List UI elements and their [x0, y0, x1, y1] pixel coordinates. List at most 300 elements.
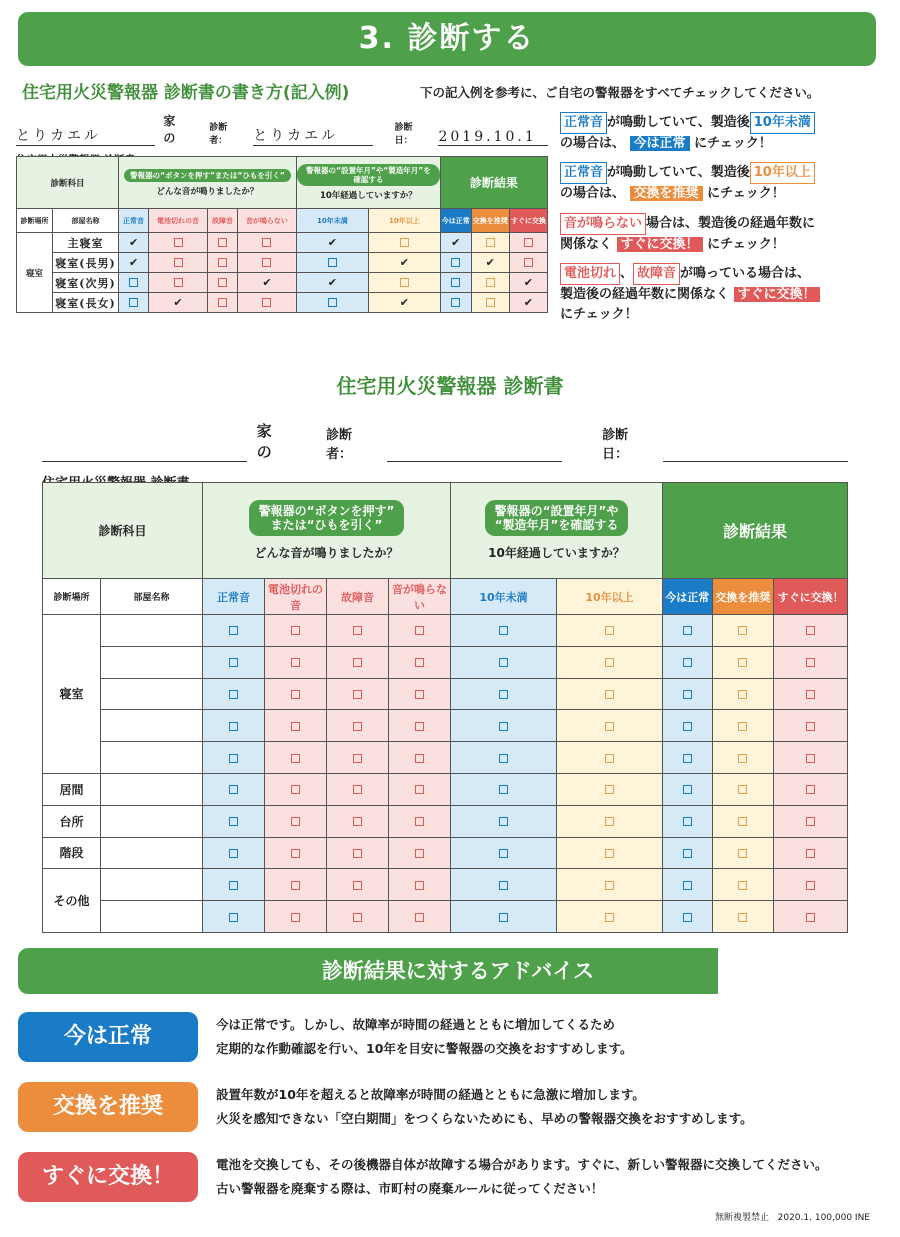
check-cell: [389, 646, 451, 678]
checkbox-icon: [400, 238, 409, 247]
checkbox-icon: [174, 238, 183, 247]
checkbox[interactable]: [353, 817, 362, 826]
check-cell: [663, 742, 713, 774]
place-cell: 台所: [43, 805, 101, 837]
example-col-subject: 診断科目: [17, 157, 119, 209]
table-row: [43, 615, 848, 647]
form-h-over10: 10年以上: [557, 579, 663, 615]
checkbox-icon: [486, 278, 495, 287]
example-h-battery: 電池切れの音: [149, 209, 208, 233]
form-q2: 警報器の“設置年月”や “製造年月”を確認する 10年経過していますか？: [451, 483, 663, 579]
example-checked-box: [119, 253, 149, 273]
advice-rec-line1: 設置年数が10年を超えると故障率が時間の経過とともに急激に増加します。: [216, 1087, 645, 1103]
checkbox[interactable]: [683, 626, 692, 635]
example-empty-box: [149, 233, 208, 253]
check-cell: [327, 742, 389, 774]
checkbox-icon: [451, 278, 460, 287]
advice-ok-line2: 定期的な作動確認を行い、10年を目安に警報器の交換をおすすめします。: [216, 1041, 633, 1056]
example-row: [17, 293, 548, 313]
checkbox[interactable]: [738, 690, 747, 699]
example-h-normal: 正常音: [119, 209, 149, 233]
diagnoser-field[interactable]: [387, 444, 562, 462]
checkbox[interactable]: [806, 849, 815, 858]
check-cell: [557, 773, 663, 805]
check-cell: [203, 678, 265, 710]
checkbox[interactable]: [605, 690, 614, 699]
advice-ok: [18, 1012, 878, 1062]
example-h-place: 診断場所: [17, 209, 53, 233]
room-name-field[interactable]: [101, 805, 203, 837]
check-mark-icon: ✔: [399, 296, 409, 309]
check-cell: [203, 773, 265, 805]
example-row: [17, 233, 548, 253]
example-empty-box: [149, 273, 208, 293]
footer-print: 2020.1. 100,000 INE: [777, 1213, 870, 1223]
check-cell: [203, 901, 265, 933]
example-checked-box: [509, 273, 547, 293]
checkbox[interactable]: [806, 722, 815, 731]
legend-item-ok: 正常音 が鳴動していて、製造後 10年未満 の場合は、 今は正常 にチェック！: [560, 112, 890, 154]
check-cell: [557, 710, 663, 742]
checkbox[interactable]: [683, 785, 692, 794]
example-legend: [560, 112, 890, 333]
checkbox[interactable]: [683, 754, 692, 763]
check-cell: [663, 901, 713, 933]
example-checked-box: [149, 293, 208, 313]
checkbox[interactable]: [353, 626, 362, 635]
example-empty-box: [296, 253, 368, 273]
advice-rec-line2: 火災を感知できない「空白期間」をつくらないためにも、早めの警報器交換をおすすめします。: [216, 1111, 753, 1126]
checkbox[interactable]: [229, 658, 238, 667]
check-cell: [712, 646, 774, 678]
check-mark-icon: ✔: [399, 256, 409, 269]
check-cell: [327, 773, 389, 805]
example-table: [16, 156, 548, 313]
checkbox[interactable]: [605, 881, 614, 890]
example-checked-box: [471, 253, 509, 273]
form-family-suffix: 家の: [256, 422, 272, 461]
example-date: 2019.10.1: [438, 129, 548, 146]
checkbox[interactable]: [499, 913, 508, 922]
check-cell: [265, 646, 327, 678]
checkbox[interactable]: [291, 690, 300, 699]
example-room-name: 寝室(長女): [53, 293, 119, 313]
form-h-battery: 電池切れの音: [265, 579, 327, 615]
checkbox[interactable]: [738, 658, 747, 667]
example-empty-box: [119, 273, 149, 293]
example-room-name: 寝室(長男): [53, 253, 119, 273]
checkbox[interactable]: [229, 817, 238, 826]
checkbox[interactable]: [499, 626, 508, 635]
checkbox[interactable]: [806, 626, 815, 635]
checkbox[interactable]: [499, 785, 508, 794]
check-cell: [451, 901, 557, 933]
example-date-label: 診断日：: [394, 123, 413, 146]
section-title: 3. 診断する: [18, 12, 876, 66]
check-cell: [265, 773, 327, 805]
form-diagnoser-label: 診断者：: [325, 428, 352, 462]
check-cell: [663, 869, 713, 901]
room-name-field[interactable]: [101, 837, 203, 869]
check-cell: [265, 742, 327, 774]
table-row: [43, 901, 848, 933]
checkbox[interactable]: [605, 817, 614, 826]
checkbox[interactable]: [499, 754, 508, 763]
table-row: [43, 773, 848, 805]
check-cell: [389, 805, 451, 837]
check-cell: [327, 805, 389, 837]
check-cell: [203, 837, 265, 869]
checkbox-icon: [262, 238, 271, 247]
check-cell: [327, 901, 389, 933]
advice-ok-line1: 今は正常です。しかし、故障率が時間の経過とともに増加してくるため: [216, 1017, 616, 1033]
check-cell: [389, 869, 451, 901]
check-cell: [389, 901, 451, 933]
example-family-name: とりカエル: [16, 125, 155, 146]
checkbox[interactable]: [683, 690, 692, 699]
check-cell: [203, 742, 265, 774]
checkbox[interactable]: [229, 881, 238, 890]
checkbox[interactable]: [291, 754, 300, 763]
example-place: 寝室: [17, 233, 53, 313]
check-cell: [203, 615, 265, 647]
check-cell: [389, 837, 451, 869]
checkbox[interactable]: [738, 722, 747, 731]
check-mark-icon: ✔: [485, 256, 495, 269]
checkbox[interactable]: [291, 849, 300, 858]
table-row: [43, 837, 848, 869]
checkbox[interactable]: [738, 626, 747, 635]
example-empty-box: [368, 273, 440, 293]
example-empty-box: [368, 233, 440, 253]
advice-rep-line1: 電池を交換しても、その後機器自体が故障する場合があります。すぐに、新しい警報器に交換してください。: [216, 1157, 828, 1173]
example-h-replace: すぐに交換: [509, 209, 547, 233]
example-checked-box: [296, 273, 368, 293]
check-cell: [774, 678, 848, 710]
room-name-field[interactable]: [101, 710, 203, 742]
check-cell: [712, 710, 774, 742]
example-h-over10: 10年以上: [368, 209, 440, 233]
form-h-place: 診断場所: [43, 579, 101, 615]
check-cell: [557, 742, 663, 774]
advice-recommend-label: 交換を推奨: [18, 1082, 198, 1132]
checkbox[interactable]: [499, 658, 508, 667]
checkbox[interactable]: [229, 754, 238, 763]
checkbox[interactable]: [353, 785, 362, 794]
checkbox[interactable]: [806, 658, 815, 667]
checkbox-icon: [451, 298, 460, 307]
form-heading: 住宅用火災警報器 診断書: [336, 374, 564, 398]
example-empty-box: [149, 253, 208, 273]
check-cell: [389, 678, 451, 710]
check-cell: [327, 710, 389, 742]
example-h-room: 部屋名称: [53, 209, 119, 233]
check-mark-icon: ✔: [523, 296, 533, 309]
example-empty-box: [207, 233, 237, 253]
table-row: [43, 805, 848, 837]
checkbox[interactable]: [806, 690, 815, 699]
checkbox[interactable]: [415, 881, 424, 890]
form-date-label: 診断日：: [602, 428, 629, 462]
date-field[interactable]: [663, 444, 848, 462]
check-cell: [774, 773, 848, 805]
advice-ok-label: 今は正常: [18, 1012, 198, 1062]
checkbox[interactable]: [738, 881, 747, 890]
check-cell: [265, 615, 327, 647]
check-cell: [712, 742, 774, 774]
checkbox[interactable]: [353, 881, 362, 890]
room-name-field[interactable]: [101, 869, 203, 901]
check-cell: [203, 646, 265, 678]
checkbox[interactable]: [605, 754, 614, 763]
checkbox[interactable]: [605, 849, 614, 858]
check-cell: [774, 615, 848, 647]
checkbox[interactable]: [229, 913, 238, 922]
check-cell: [663, 678, 713, 710]
check-cell: [327, 678, 389, 710]
checkbox[interactable]: [683, 913, 692, 922]
check-cell: [451, 742, 557, 774]
place-cell: 階段: [43, 837, 101, 869]
check-cell: [451, 615, 557, 647]
advice-rep-line2: 古い警報器を廃棄する際は、市町村の廃棄ルールに従ってください！: [216, 1181, 604, 1196]
example-empty-box: [207, 293, 237, 313]
legend-item-silent: 音が鳴らない 場合は、製造後の経過年数に 関係なく すぐに交換！ にチェック！: [560, 213, 890, 255]
example-empty-box: [471, 273, 509, 293]
form-h-room: 部屋名称: [101, 579, 203, 615]
check-cell: [327, 615, 389, 647]
example-checked-box: [119, 233, 149, 253]
form-col-subject: 診断科目: [43, 483, 203, 579]
check-mark-icon: ✔: [128, 256, 139, 269]
example-empty-box: [471, 233, 509, 253]
place-cell: その他: [43, 869, 101, 933]
checkbox-icon: [328, 258, 337, 267]
checkbox-icon: [524, 258, 533, 267]
checkbox[interactable]: [738, 754, 747, 763]
checkbox[interactable]: [353, 690, 362, 699]
checkbox[interactable]: [415, 785, 424, 794]
check-cell: [663, 837, 713, 869]
table-row: [43, 869, 848, 901]
checkbox[interactable]: [291, 626, 300, 635]
check-cell: [327, 646, 389, 678]
checkbox[interactable]: [415, 626, 424, 635]
checkbox[interactable]: [291, 785, 300, 794]
checkbox[interactable]: [353, 722, 362, 731]
checkbox[interactable]: [415, 722, 424, 731]
checkbox-icon: [486, 238, 495, 247]
checkbox[interactable]: [291, 881, 300, 890]
checkbox[interactable]: [683, 849, 692, 858]
check-cell: [265, 837, 327, 869]
check-cell: [265, 869, 327, 901]
checkbox[interactable]: [499, 881, 508, 890]
example-empty-box: [296, 293, 368, 313]
form-h-ok: 今は正常: [663, 579, 713, 615]
checkbox[interactable]: [605, 626, 614, 635]
check-cell: [712, 837, 774, 869]
check-cell: [663, 773, 713, 805]
legend-item-battery-fault: 電池切れ 、 故障音 が鳴っている場合は、 製造後の経過年数に関係なく すぐに交換！ にチェック！: [560, 263, 890, 325]
example-empty-box: [440, 273, 471, 293]
place-cell: 居間: [43, 773, 101, 805]
example-room-name: 主寝室: [53, 233, 119, 253]
checkbox[interactable]: [415, 913, 424, 922]
check-cell: [451, 869, 557, 901]
checkbox-icon: [524, 238, 533, 247]
check-cell: [663, 615, 713, 647]
checkbox[interactable]: [605, 658, 614, 667]
checkbox[interactable]: [353, 913, 362, 922]
advice-replace: [18, 1152, 878, 1202]
checkbox[interactable]: [738, 785, 747, 794]
footer: [715, 1210, 870, 1223]
checkbox[interactable]: [683, 817, 692, 826]
checkbox[interactable]: [415, 754, 424, 763]
room-name-field[interactable]: [101, 773, 203, 805]
check-cell: [557, 646, 663, 678]
check-cell: [265, 678, 327, 710]
example-checked-box: [509, 293, 547, 313]
diagnosis-table: [42, 482, 848, 933]
check-cell: [774, 742, 848, 774]
checkbox[interactable]: [229, 849, 238, 858]
check-cell: [712, 901, 774, 933]
check-cell: [265, 710, 327, 742]
check-cell: [774, 869, 848, 901]
check-mark-icon: ✔: [262, 276, 272, 289]
room-name-field[interactable]: [101, 901, 203, 933]
example-checked-box: [296, 233, 368, 253]
room-name-field[interactable]: [101, 678, 203, 710]
check-cell: [203, 805, 265, 837]
example-instruction: 下の記入例を参考に、ご自宅の警報器をすべてチェックしてください。: [420, 85, 820, 100]
form-header: [42, 420, 848, 491]
checkbox[interactable]: [499, 690, 508, 699]
checkbox[interactable]: [738, 913, 747, 922]
form-h-recommend: 交換を推奨: [712, 579, 774, 615]
table-row: [43, 678, 848, 710]
footer-notice: 無断複製禁止: [715, 1213, 770, 1223]
checkbox[interactable]: [229, 690, 238, 699]
checkbox[interactable]: [291, 817, 300, 826]
checkbox[interactable]: [415, 817, 424, 826]
check-cell: [451, 837, 557, 869]
room-name-field[interactable]: [101, 615, 203, 647]
checkbox[interactable]: [229, 785, 238, 794]
example-diagnoser: とりカエル: [253, 125, 372, 146]
checkbox-icon: [400, 278, 409, 287]
checkbox-icon: [129, 278, 138, 287]
check-mark-icon: ✔: [451, 236, 461, 249]
checkbox-icon: [174, 278, 183, 287]
checkbox[interactable]: [291, 722, 300, 731]
checkbox[interactable]: [738, 817, 747, 826]
checkbox[interactable]: [229, 626, 238, 635]
example-empty-box: [238, 233, 297, 253]
example-checked-box: [238, 273, 297, 293]
checkbox[interactable]: [229, 722, 238, 731]
advice-heading: 診断結果に対するアドバイス: [18, 948, 718, 994]
check-cell: [327, 869, 389, 901]
checkbox-icon: [218, 298, 227, 307]
check-cell: [265, 901, 327, 933]
check-cell: [265, 805, 327, 837]
checkbox[interactable]: [683, 881, 692, 890]
checkbox[interactable]: [683, 722, 692, 731]
checkbox[interactable]: [683, 658, 692, 667]
checkbox[interactable]: [806, 817, 815, 826]
check-cell: [712, 805, 774, 837]
check-cell: [451, 646, 557, 678]
example-checked-box: [368, 253, 440, 273]
checkbox[interactable]: [499, 849, 508, 858]
checkbox[interactable]: [806, 881, 815, 890]
check-cell: [774, 837, 848, 869]
checkbox[interactable]: [605, 785, 614, 794]
example-h-under10: 10年未満: [296, 209, 368, 233]
checkbox[interactable]: [415, 849, 424, 858]
example-checked-box: [440, 233, 471, 253]
checkbox[interactable]: [291, 913, 300, 922]
check-cell: [557, 805, 663, 837]
check-cell: [389, 615, 451, 647]
check-cell: [712, 869, 774, 901]
check-mark-icon: ✔: [327, 236, 337, 249]
checkbox[interactable]: [738, 849, 747, 858]
checkbox[interactable]: [353, 849, 362, 858]
checkbox[interactable]: [415, 690, 424, 699]
form-result: 診断結果: [663, 483, 848, 579]
check-cell: [774, 901, 848, 933]
check-cell: [451, 805, 557, 837]
example-empty-box: [440, 253, 471, 273]
checkbox[interactable]: [291, 658, 300, 667]
example-heading: 住宅用火災警報器 診断書の書き方(記入例): [22, 83, 350, 103]
example-diagnoser-label: 診断者：: [209, 123, 228, 146]
check-mark-icon: ✔: [128, 236, 139, 249]
checkbox[interactable]: [605, 722, 614, 731]
check-cell: [663, 805, 713, 837]
check-cell: [451, 678, 557, 710]
example-h-ok: 今は正常: [440, 209, 471, 233]
example-empty-box: [509, 233, 547, 253]
checkbox[interactable]: [806, 913, 815, 922]
checkbox-icon: [328, 298, 337, 307]
checkbox[interactable]: [353, 754, 362, 763]
check-cell: [557, 615, 663, 647]
form-q1: 警報器の“ボタンを押す” または“ひもを引く” どんな音が鳴りましたか？: [203, 483, 451, 579]
legend-item-recommend: 正常音 が鳴動していて、製造後 10年以上 の場合は、 交換を推奨 にチェック！: [560, 162, 890, 204]
check-cell: [389, 773, 451, 805]
checkbox[interactable]: [605, 913, 614, 922]
checkbox[interactable]: [806, 785, 815, 794]
check-cell: [557, 901, 663, 933]
table-row: [43, 710, 848, 742]
checkbox[interactable]: [806, 754, 815, 763]
room-name-field[interactable]: [101, 646, 203, 678]
room-name-field[interactable]: [101, 742, 203, 774]
checkbox[interactable]: [499, 817, 508, 826]
checkbox[interactable]: [499, 722, 508, 731]
check-cell: [389, 710, 451, 742]
family-name-field[interactable]: [42, 444, 247, 462]
checkbox[interactable]: [353, 658, 362, 667]
checkbox[interactable]: [415, 658, 424, 667]
check-cell: [557, 869, 663, 901]
check-cell: [774, 710, 848, 742]
